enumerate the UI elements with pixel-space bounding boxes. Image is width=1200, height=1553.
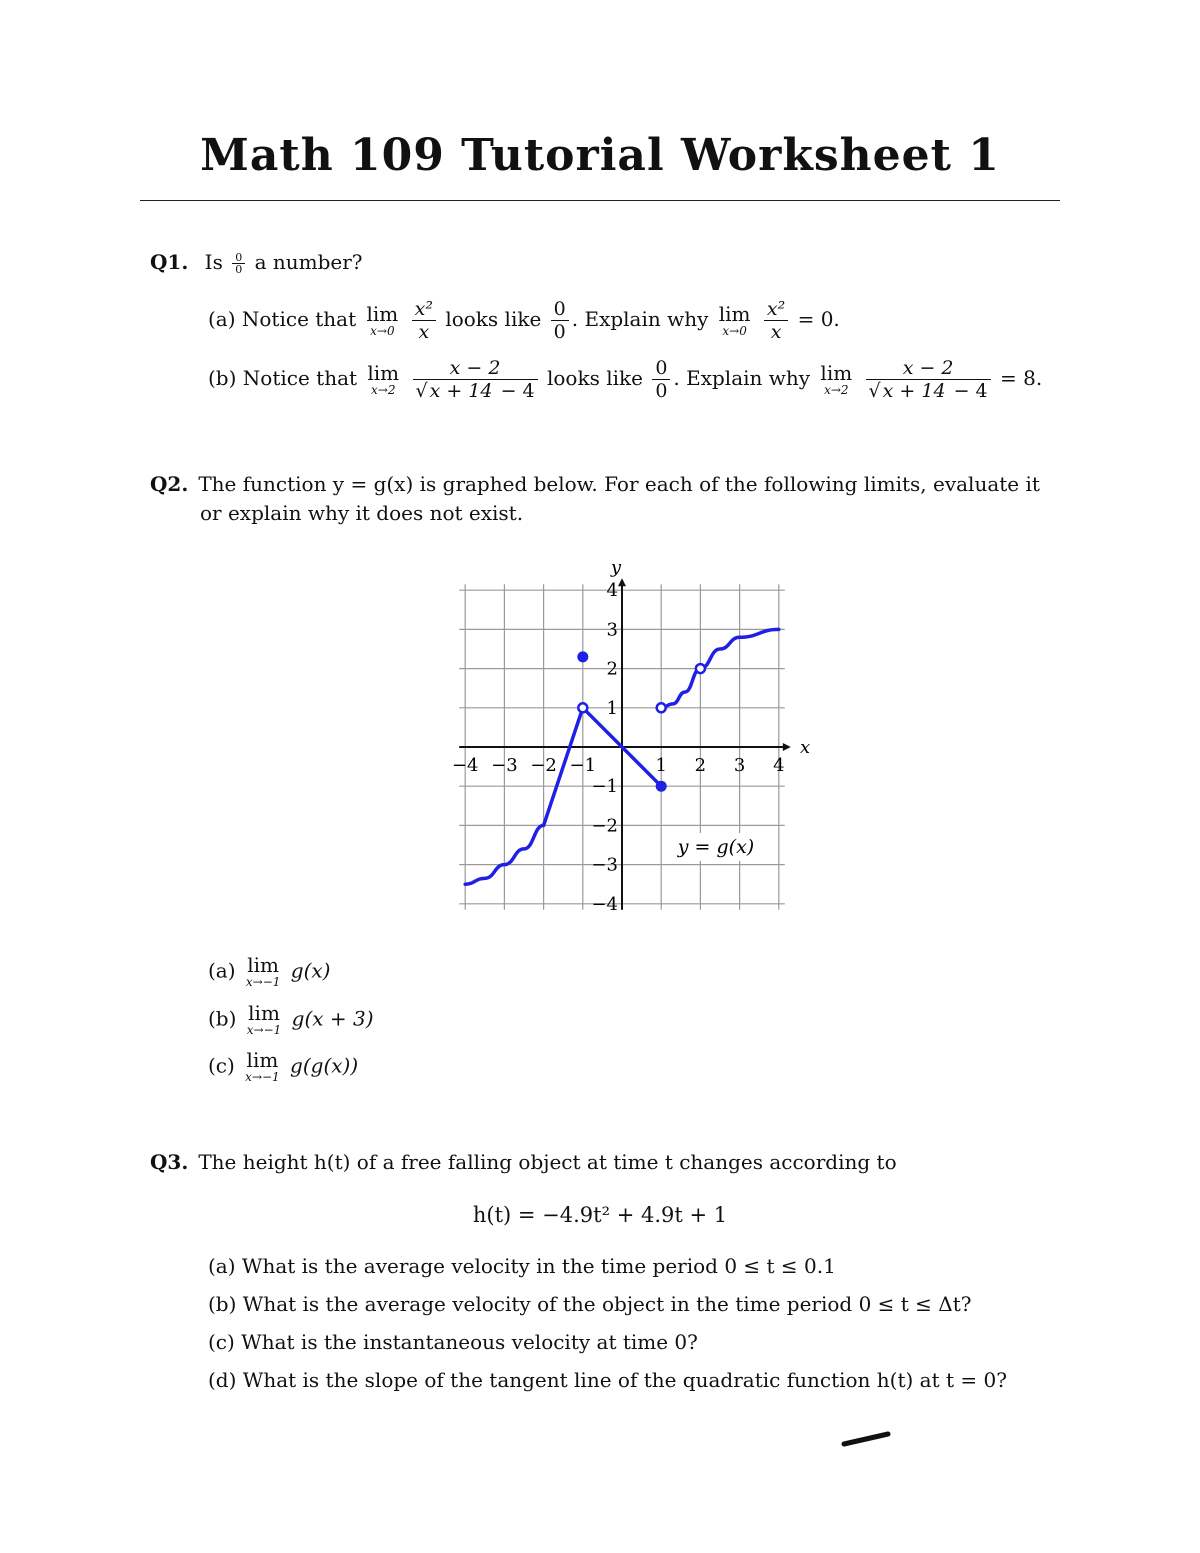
x-tick-label: −4 [451, 755, 479, 776]
q1b-frac2-den: √ x + 14 − 4 [866, 379, 991, 402]
q2-graph [440, 555, 820, 920]
x-tick-label: 2 [694, 755, 707, 776]
q1a-result: = 0. [797, 307, 840, 331]
q1b-lim2-word: lim [820, 360, 853, 385]
q1b-den2-rest: − 4 [947, 380, 988, 402]
x-tick-label: 4 [773, 755, 785, 776]
q1b-frac-den: √ x + 14 − 4 [413, 379, 538, 402]
q1a-label: (a) [208, 307, 236, 331]
q3a-label: (a) [208, 1254, 236, 1278]
q1a-form-den: 0 [551, 320, 569, 343]
q1b-root: x + 14 [429, 380, 493, 402]
q1b-root-2: x + 14 [882, 380, 946, 402]
q1b-frac-num: x − 2 [449, 357, 501, 379]
q3d-label: (d) [208, 1368, 237, 1392]
q2-part-b [208, 1003, 374, 1037]
open-point [696, 664, 705, 673]
y-tick-label: 1 [606, 697, 618, 719]
q2-text-line2: or explain why it does not exist. [200, 501, 524, 525]
q1a-frac2-den: x [764, 320, 788, 343]
q1b-form-den: 0 [652, 379, 670, 402]
q3-question [150, 1150, 897, 1174]
q1-intro-num: 0 [235, 251, 243, 264]
q1b-lim2-sub: x→2 [824, 382, 849, 397]
y-tick-label: −2 [591, 815, 618, 837]
q3b-text: What is the average velocity of the object in the time period 0 ≤ t ≤ Δt? [242, 1292, 972, 1316]
title-divider [140, 200, 1060, 201]
q3-part-b [208, 1292, 972, 1316]
q2-question [150, 472, 1040, 496]
x-axis-label: x [800, 737, 811, 758]
q2b-expr: g(x + 3) [291, 1006, 374, 1031]
q2a-expr: g(x) [290, 958, 331, 983]
x-tick-label: 1 [655, 755, 667, 776]
q1b-form [652, 357, 670, 402]
curve-label: y = g(x) [677, 836, 755, 858]
q2-label: Q2. [150, 472, 189, 496]
x-axis-arrow [783, 743, 791, 751]
q1b-lim-word: lim [367, 360, 400, 385]
q3-part-a [208, 1254, 836, 1278]
x-tick-label: −3 [491, 755, 518, 776]
q2-part-a [208, 955, 330, 989]
q3b-label: (b) [208, 1292, 237, 1316]
q1-part-a [208, 298, 840, 343]
q1b-frac2-num: x − 2 [902, 357, 954, 379]
q1b-fraction-2 [866, 357, 991, 402]
y-tick-label: −1 [591, 776, 618, 798]
q2b-lim-word: lim [248, 1001, 280, 1025]
q2-part-c [208, 1050, 358, 1084]
q2c-lim-word: lim [246, 1048, 279, 1072]
q1a-text2: looks like [445, 307, 542, 331]
y-axis-arrow [618, 578, 626, 586]
q1b-label: (b) [208, 366, 237, 390]
page-title: Math 109 Tutorial Worksheet 1 [200, 130, 1000, 181]
q3a-text: What is the average velocity in the time period 0 ≤ t ≤ 0.1 [241, 1254, 836, 1278]
q1a-form [551, 298, 569, 343]
q3-equation: h(t) = −4.9t² + 4.9t + 1 [472, 1203, 728, 1227]
y-tick-label: 2 [606, 658, 618, 680]
x-tick-label: −2 [530, 755, 557, 776]
q2a-lim-word: lim [247, 953, 280, 977]
q3c-label: (c) [208, 1330, 235, 1354]
q3d-text: What is the slope of the tangent line of the quadratic function h(t) at t = 0? [242, 1368, 1007, 1392]
q1a-frac-num: x² [414, 298, 433, 320]
x-tick-label: 3 [733, 755, 746, 776]
open-point [657, 703, 666, 712]
q1a-limit [366, 301, 399, 338]
y-tick-label: −3 [591, 854, 618, 876]
q2c-label: (c) [208, 1053, 235, 1078]
x-tick-label: −1 [569, 755, 597, 776]
q1b-fraction [413, 357, 538, 402]
q1b-den-rest: − 4 [494, 380, 535, 402]
q1b-text3: . Explain why [673, 366, 811, 390]
open-point [578, 703, 587, 712]
q1b-text2: looks like [546, 366, 643, 390]
closed-point [656, 781, 667, 792]
q1-intro-after: a number? [254, 250, 363, 274]
q2c-expr: g(g(x)) [290, 1053, 359, 1078]
q3-text: The height h(t) of a free falling object at time t changes according to [198, 1150, 897, 1174]
q1-part-b [208, 357, 1042, 402]
q3-part-d [208, 1368, 1007, 1392]
y-tick-label: 4 [606, 580, 618, 602]
q1b-limit-2 [820, 360, 853, 397]
q2c-limit [245, 1050, 280, 1084]
q1-zero-over-zero [232, 252, 245, 275]
y-tick-label: 3 [606, 619, 618, 641]
q2b-lim-sub: x→−1 [246, 1023, 282, 1037]
q1a-frac2-num: x² [766, 298, 786, 320]
q2b-label: (b) [208, 1006, 237, 1031]
q2b-limit [247, 1003, 282, 1037]
q1a-frac-den: x [412, 320, 436, 343]
q2a-lim-sub: x→−1 [245, 975, 281, 989]
q1a-lim-word: lim [366, 301, 399, 326]
q1b-lim-sub: x→2 [371, 382, 396, 397]
q1a-form-num: 0 [553, 298, 566, 320]
q1b-result: = 8. [1000, 366, 1043, 390]
q1a-text1: Notice that [241, 307, 357, 331]
q1a-lim2-word: lim [718, 301, 751, 326]
y-tick-label: −4 [591, 893, 618, 915]
closed-point [577, 651, 588, 662]
q2a-label: (a) [208, 958, 236, 983]
q1a-text3: . Explain why [571, 307, 709, 331]
q1-intro-before: Is [204, 250, 223, 274]
q1a-limit-2 [718, 301, 751, 338]
q1b-text1: Notice that [242, 366, 358, 390]
q3c-text: What is the instantaneous velocity at time 0? [241, 1330, 698, 1354]
q1a-fraction-2 [764, 298, 788, 343]
q1a-lim-sub: x→0 [370, 323, 395, 338]
q1-intro-den: 0 [232, 263, 245, 275]
q1a-fraction [412, 298, 436, 343]
q1b-form-num: 0 [655, 357, 668, 379]
q2a-limit [246, 955, 281, 989]
q3-label: Q3. [150, 1150, 189, 1174]
q1-question [150, 250, 363, 275]
q3-part-c [208, 1330, 698, 1354]
q1a-lim2-sub: x→0 [722, 323, 747, 338]
pen-mark [840, 1425, 900, 1455]
q2c-lim-sub: x→−1 [245, 1070, 280, 1084]
q1b-limit [367, 360, 400, 397]
q2-text-line1: The function y = g(x) is graphed below. For each of the following limits, evaluate it [198, 472, 1040, 496]
y-axis-label: y [610, 557, 622, 578]
q1-label: Q1. [150, 250, 189, 274]
